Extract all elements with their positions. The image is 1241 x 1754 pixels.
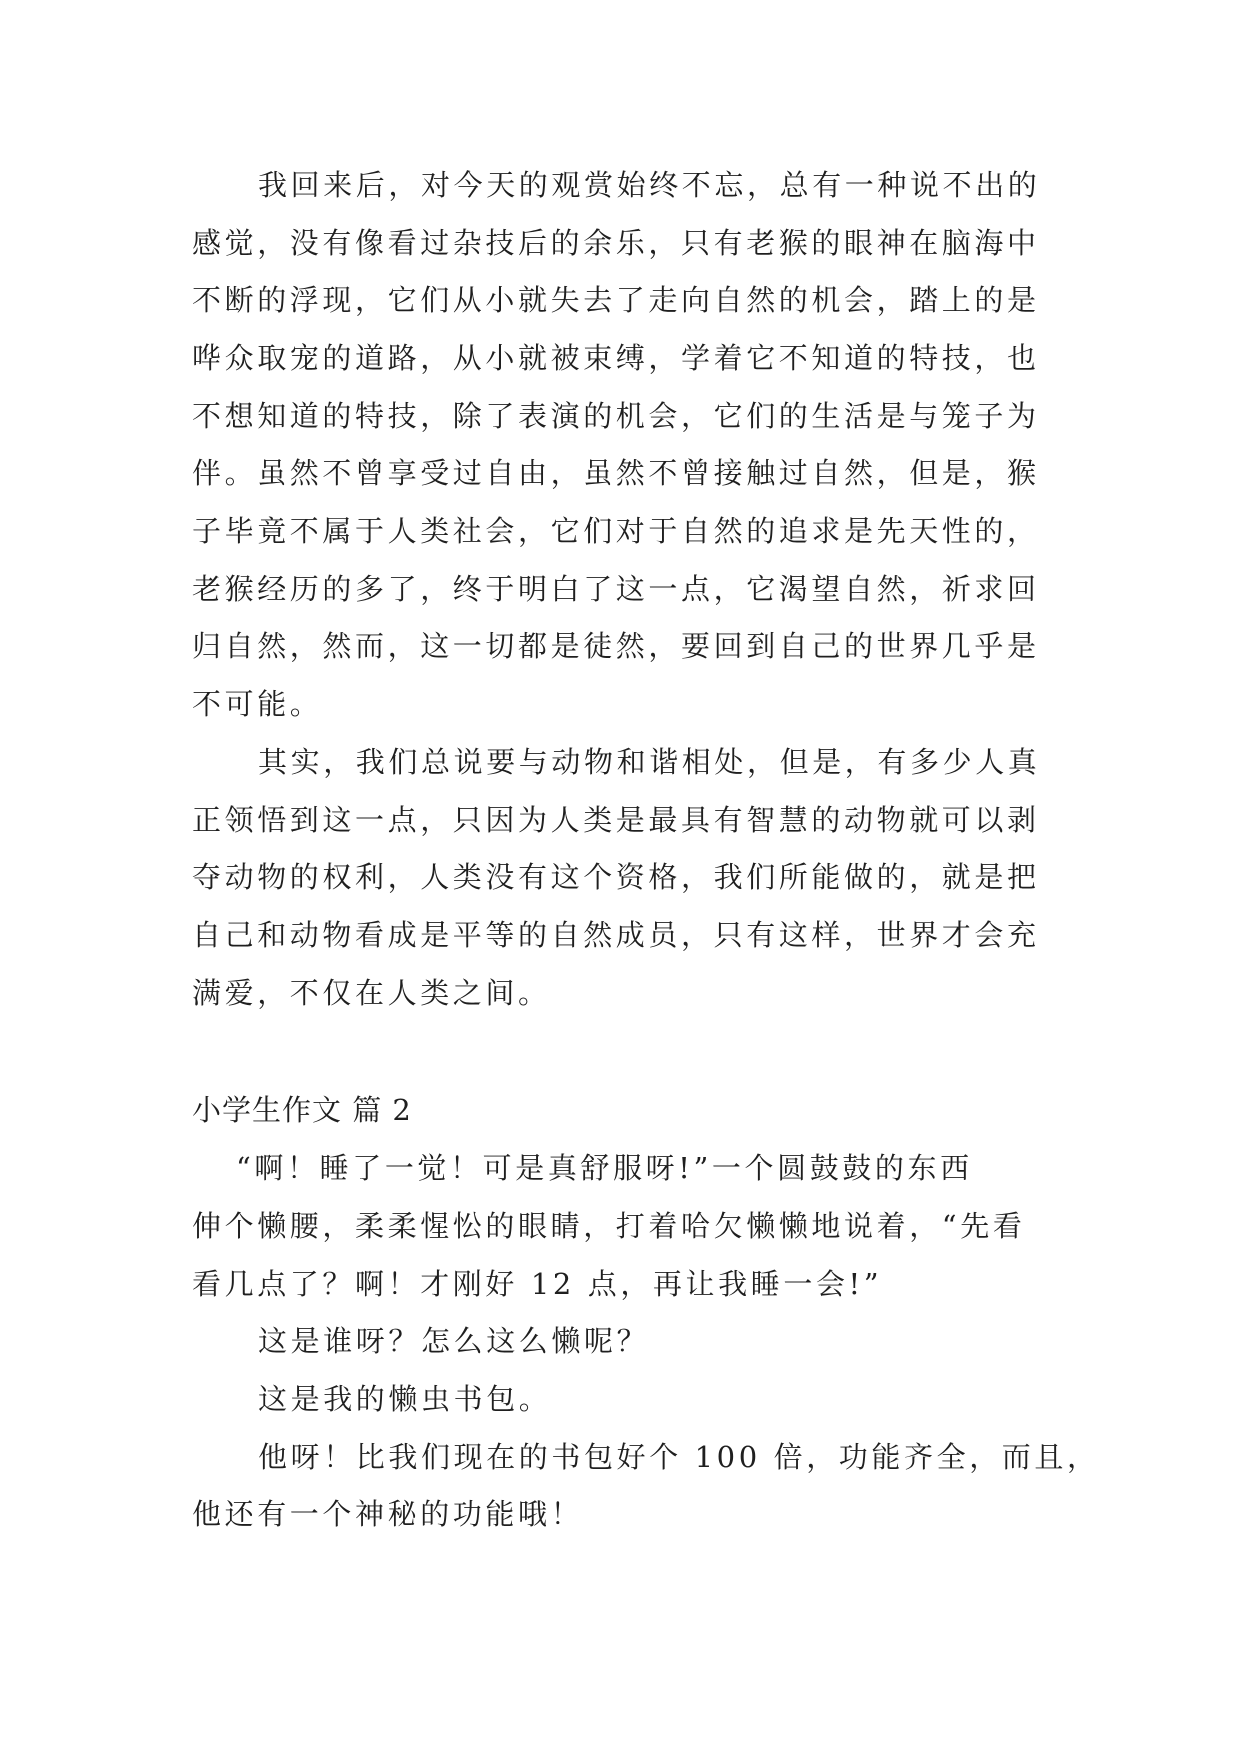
paragraph-line: 夺动物的权利，人类没有这个资格，我们所能做的，就是把 [192,860,1040,894]
paragraph-line: 看几点了？啊！才刚好 12 点，再让我睡一会!” [192,1267,883,1301]
paragraph-line: 不可能。 [192,687,323,721]
paragraph-line: 伴。虽然不曾享受过自由，虽然不曾接触过自然，但是，猴 [192,456,1040,490]
paragraph-line: 子毕竟不属于人类社会，它们对于自然的追求是先天性的， [192,514,1040,548]
paragraph-line: 感觉，没有像看过杂技后的余乐，只有老猴的眼神在脑海中 [192,226,1040,260]
paragraph-line: 自己和动物看成是平等的自然成员，只有这样，世界才会充 [192,918,1040,952]
paragraph-line: “啊！睡了一觉！可是真舒服呀!”一个圆鼓鼓的东西 [236,1151,973,1185]
paragraph-line: 这是我的懒虫书包。 [258,1382,552,1416]
paragraph-line: 不想知道的特技，除了表演的机会，它们的生活是与笼子为 [192,399,1040,433]
paragraph-line: 归自然，然而，这一切都是徒然，要回到自己的世界几乎是 [192,629,1040,663]
paragraph-line: 哗众取宠的道路，从小就被束缚，学着它不知道的特技，也 [192,341,1040,375]
paragraph-line: 伸个懒腰，柔柔惺忪的眼睛，打着哈欠懒懒地说着，“先看 [192,1209,1026,1243]
paragraph-line: 正领悟到这一点，只因为人类是最具有智慧的动物就可以剥 [192,803,1040,837]
paragraph-line: 这是谁呀？怎么这么懒呢？ [258,1324,650,1358]
paragraph-line: 我回来后，对今天的观赏始终不忘，总有一种说不出的 [258,168,1041,202]
paragraph-line: 他呀！比我们现在的书包好个 100 倍，功能齐全，而且， [258,1440,1100,1474]
paragraph-line: 他还有一个神秘的功能哦！ [192,1497,584,1531]
paragraph-line: 老猴经历的多了，终于明白了这一点，它渴望自然，祈求回 [192,572,1040,606]
section-heading: 小学生作文 篇 2 [192,1093,412,1127]
paragraph-line: 满爱，不仅在人类之间。 [192,976,551,1010]
paragraph-line: 其实，我们总说要与动物和谐相处，但是，有多少人真 [258,745,1041,779]
paragraph-line: 不断的浮现，它们从小就失去了走向自然的机会，踏上的是 [192,283,1040,317]
